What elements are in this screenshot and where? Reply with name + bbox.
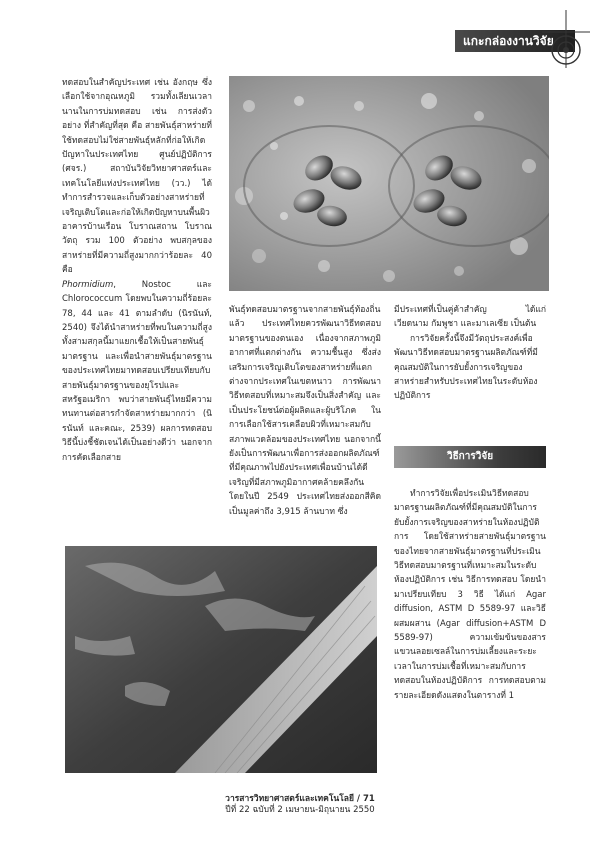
target-logo-icon bbox=[542, 10, 590, 68]
microscope-photo bbox=[229, 76, 549, 291]
footer-issue: ปีที่ 22 ฉบับที่ 2 เมษายน-มิถุนายน 2550 bbox=[225, 805, 375, 815]
sci-name-phormidium: Phormidium bbox=[62, 279, 114, 290]
page-footer bbox=[200, 794, 400, 816]
algae-cells-image bbox=[229, 76, 549, 291]
left-paragraph-2 bbox=[62, 278, 212, 465]
ceiling-algae-photo bbox=[65, 546, 377, 773]
footer-journal-page: วารสารวิทยาศาสตร์และเทคโนโลยี / 71 bbox=[225, 794, 375, 804]
right-column-top bbox=[394, 303, 546, 404]
right-paragraph-2: การวิจัยครั้งนี้จึงมีวัตถุประสงค์เพื่อพัฒนาวิธีทดสอบมาตรฐานผลิตภัณฑ์ที่มีคุณสมบัติในการยับยั้งการเจริญของสาหร่ายสำหรับประเทศไทยในระดับห้องปฏิบัติการ bbox=[394, 333, 538, 402]
middle-paragraph-1: พันธุ์ทดสอบมาตรฐานจากสายพันธุ์ท้องถิ่นแล้ว ประเทศไทยควรพัฒนาวิธีทดสอบมาตรฐานของตนเอง เนื่องจากสภาพภูมิอากาศที่แตกต่างกัน ความชื้นสูง ซึ่งส่งเสริมการเจริญเติบโตของสาหร่ายที่แตกต่างจากประเทศในเขตหนาว การพัฒนาวิธีทดสอบที่เหมาะสมจึงเป็นสิ่งสำคัญ และเป็นประโยชน์ต่อผู้ผลิตและผู้บริโภค ในการเลือกใช้สารเคลือบผิวที่เหมาะสมกับสภาพแวดล้อมของประเทศไทย นอกจากนี้ยังเป็นการพัฒนาเพื่อการส่งออกผลิตภัณฑ์ที่มีคุณภาพไปยังประเทศเพื่อนบ้านได้ดีเจริญที่มีสภาพภูมิอากาศคล้ายคลึงกัน โดยในปี 2549 ประเทศไทยส่งออกสีคิดเป็นมูลค่าถึง 3,915 ล้านบาท ซึ่ง bbox=[229, 305, 381, 517]
left-paragraph-2-text: , Nostoc และ Chlorococcum โดยพบในความถี่ร้อยละ 78, 44 และ 41 ตามลำดับ (นิรนันท์, 2540) จึงได้นำสาหร่ายที่พบในความถี่สูงทั้งสามสกุลนี้มาแยกเชื้อให้เป็นสายพันธุ์มาตรฐาน และเพื่อนำสายพันธุ์มาตรฐานของประเทศไทยมาทดสอบเปรียบเทียบกับสายพันธุ์มาตรฐานของยุโรปและสหรัฐอเมริกา พบว่าสายพันธุ์ไทยมีความทนทานต่อสารกำจัดสาหร่ายมากกว่า (นิรนันท์ และคณะ, 2539) ผลการทดสอบวิธีนี้บ่งชี้ชัดเจนได้เป็นอย่างดีว่า นอกจากการคัดเลือกสาย bbox=[62, 279, 212, 463]
methods-heading: วิธีการวิจัย bbox=[394, 446, 546, 468]
left-paragraph-1: ทดสอบในสำคัญประเทศ เช่น อังกฤษ ซึ่งเลือกใช้จากอุณหภูมิ รวมทั้งเลียนเวลานานในการบ่มทดสอบ เช่น การส่งตัวอย่าง ที่สำคัญที่สุด คือ สายพันธุ์สาหร่ายที่ใช้ทดสอบไม่ใช่สายพันธุ์หลักที่ก่อให้เกิดปัญหาในประเทศไทย ศูนย์ปฏิบัติการ (ศจร.) สถาบันวิจัยวิทยาศาสตร์และเทคโนโลยีแห่งประเทศไทย (วว.) ได้ทำการสำรวจและเก็บตัวอย่างสาหร่ายที่เจริญเติบโตและก่อให้เกิดปัญหาบนพื้นผิวอาคารบ้านเรือน โบราณสถาน โบราณวัตถุ รวม 100 ตัวอย่าง พบสกุลของสาหร่ายที่มีความถี่สูงมากกว่าร้อยละ 40 คือ bbox=[62, 78, 212, 276]
methods-paragraph: ทำการวิจัยเพื่อประเมินวิธีทดสอบมาตรฐานผลิตภัณฑ์ที่มีคุณสมบัติในการยับยั้งการเจริญของสาหร่ายในห้องปฏิบัติการ โดยใช้สาหร่ายสายพันธุ์มาตรฐานของไทยจากสายพันธุ์มาตรฐานที่ประเมินวิธีทดสอบมาตรฐานที่เหมาะสมในระดับห้องปฏิบัติการ เช่น วิธีการทดสอบ โดยนำมาเปรียบเทียบ 3 วิธี ได้แก่ Agar diffusion, ASTM D 5589-97 และวิธีผสมผสาน (Agar diffusion+ASTM D 5589-97) ความเข้มข้นของสารแขวนลอยเซลล์ในการบ่มเลี้ยงและระยะเวลาในการบ่มเชื้อที่เหมาะสมกับการทดสอบในห้องปฏิบัติการ การทดสอบตามรายละเอียดดังแสดงในตารางที่ 1 bbox=[394, 489, 546, 701]
right-column-bottom bbox=[394, 487, 546, 703]
section-title: แกะกล่องงานวิจัย bbox=[463, 34, 554, 48]
middle-column bbox=[229, 303, 381, 519]
right-paragraph-1: มีประเทศที่เป็นคู่ค้าสำคัญ ได้แก่ เวียดนาม กัมพูชา และมาเลเซีย เป็นต้น bbox=[394, 305, 546, 330]
stained-ceiling-image bbox=[65, 546, 377, 773]
left-column bbox=[62, 76, 212, 465]
